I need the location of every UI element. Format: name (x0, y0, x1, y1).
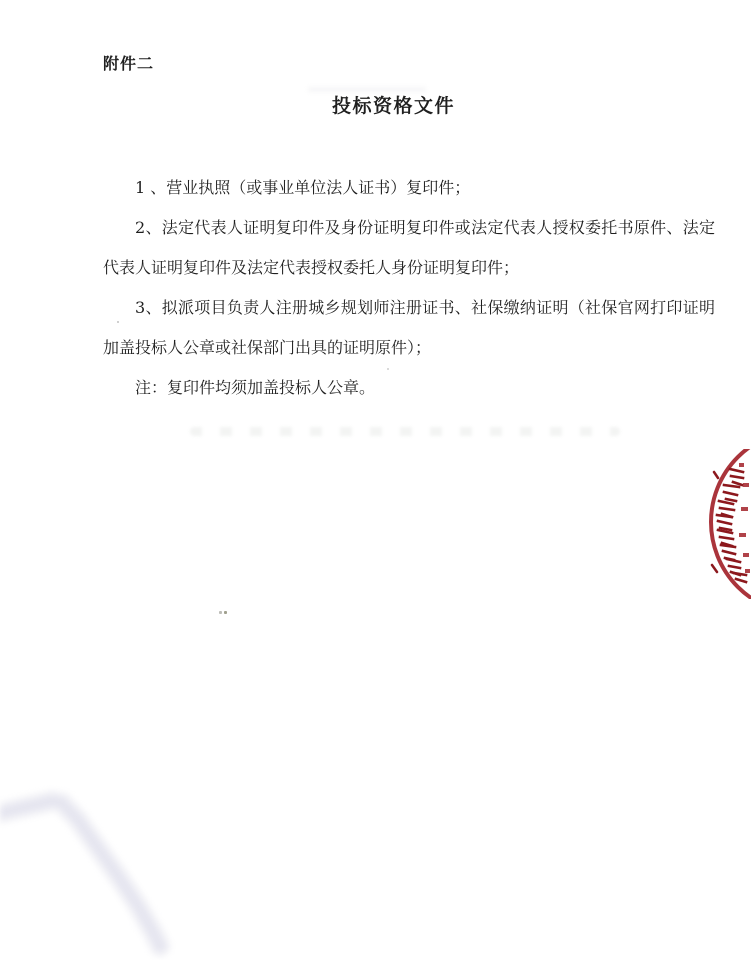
red-seal-stamp-icon (703, 449, 751, 599)
scan-speck (224, 611, 227, 614)
ghost-print-smudge (190, 427, 620, 436)
paper-fold-crease (0, 760, 200, 960)
document-body (103, 168, 715, 408)
list-item-2: 2、法定代表人证明复印件及身份证明复印件或法定代表人授权委托书原件、法定代表人证明复印件及法定代表授权委托人身份证明复印件； (103, 218, 715, 277)
list-item-3: 3、拟派项目负责人注册城乡规划师注册证书、社保缴纳证明（社保官网打印证明加盖投标人公章或社保部门出具的证明原件）； (103, 298, 715, 357)
scan-speck (219, 611, 222, 614)
attachment-label: 附件二 (103, 54, 155, 73)
list-item-1: 1 、营业执照（或事业单位法人证书）复印件； (135, 178, 471, 197)
note-line: 注：复印件均须加盖投标人公章。 (135, 378, 376, 397)
document-title: 投标资格文件 (331, 95, 455, 117)
scan-speck (117, 321, 119, 323)
scan-smudge (308, 87, 426, 92)
scan-speck (387, 368, 389, 370)
